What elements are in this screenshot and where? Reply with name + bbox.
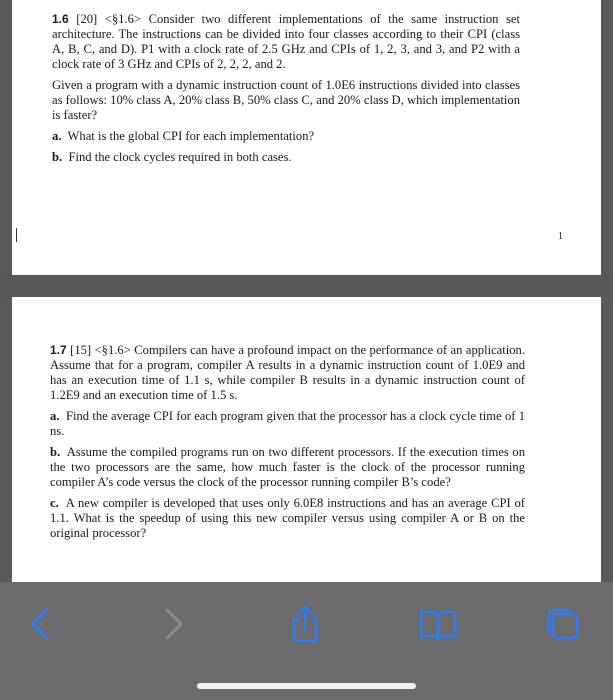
forward-chevron-icon bbox=[152, 602, 196, 646]
problem-intro: [15] <§1.6> Compilers can have a profound impact on the performance of an application. Assume that for a program, compiler A results in a dynamic instruction count of 1.0E9 and has an execution time of 1.1 s, while compiler B results in a dynamic instruction count of 1.2E9 and an execution time of 1.5 s. bbox=[50, 343, 525, 402]
question-item: a. Find the average CPI for each program given that the processor has a clock cycle time of 1 ns. bbox=[50, 409, 526, 438]
forward-button[interactable] bbox=[152, 602, 196, 646]
question-item: b. Find the clock cycles required in both cases. bbox=[52, 150, 292, 164]
problem-number: 1.7 bbox=[50, 343, 67, 357]
back-chevron-icon bbox=[18, 602, 62, 646]
question-item: a. What is the global CPI for each implementation? bbox=[52, 129, 315, 143]
problem-1-6 bbox=[52, 12, 520, 171]
problem-1-7 bbox=[50, 343, 525, 547]
problem-number: 1.6 bbox=[52, 12, 69, 26]
share-button[interactable] bbox=[283, 602, 327, 646]
page-gap bbox=[0, 275, 613, 297]
problem-given: Given a program with a dynamic instruction count of 1.0E6 instructions divided into classes as follows: 10% class A, 20% class B, 50% class C, and 20% class D, which implementation is faster? bbox=[52, 78, 520, 122]
question-item: b. Assume the compiled programs run on two different processors. If the execution times on the two processors are the same, how much faster is the clock of the processor running compiler A’s code versus the clock of the processor running compiler B’s code? bbox=[50, 445, 525, 489]
bookmarks-button[interactable] bbox=[416, 602, 460, 646]
tabs-icon bbox=[541, 602, 585, 646]
share-icon bbox=[283, 602, 327, 646]
document-page-2[interactable] bbox=[12, 297, 601, 582]
document-page-1[interactable] bbox=[12, 0, 601, 275]
back-button[interactable] bbox=[18, 602, 62, 646]
bookmarks-icon bbox=[416, 602, 460, 646]
question-item: c. A new compiler is developed that uses only 6.0E8 instructions and has an average CPI of 1.1. What is the speedup of using this new compiler versus using compiler A or B on the original processor? bbox=[50, 496, 525, 540]
home-indicator[interactable] bbox=[197, 683, 416, 689]
browser-toolbar bbox=[0, 582, 613, 700]
problem-intro: [20] <§1.6> Consider two different implementations of the same instruction set architecture. The instructions can be divided into four classes according to their CPI (class A, B, C, and D). P1 with a clock rate of 2.5 GHz and CPIs of 1, 2, 3, and 3, and P2 with a clock rate of 3 GHz and CPIs of 2, 2, 2, and 2. bbox=[52, 12, 520, 71]
text-cursor bbox=[16, 228, 17, 242]
page-number: 1 bbox=[558, 231, 563, 242]
tabs-button[interactable] bbox=[541, 602, 585, 646]
